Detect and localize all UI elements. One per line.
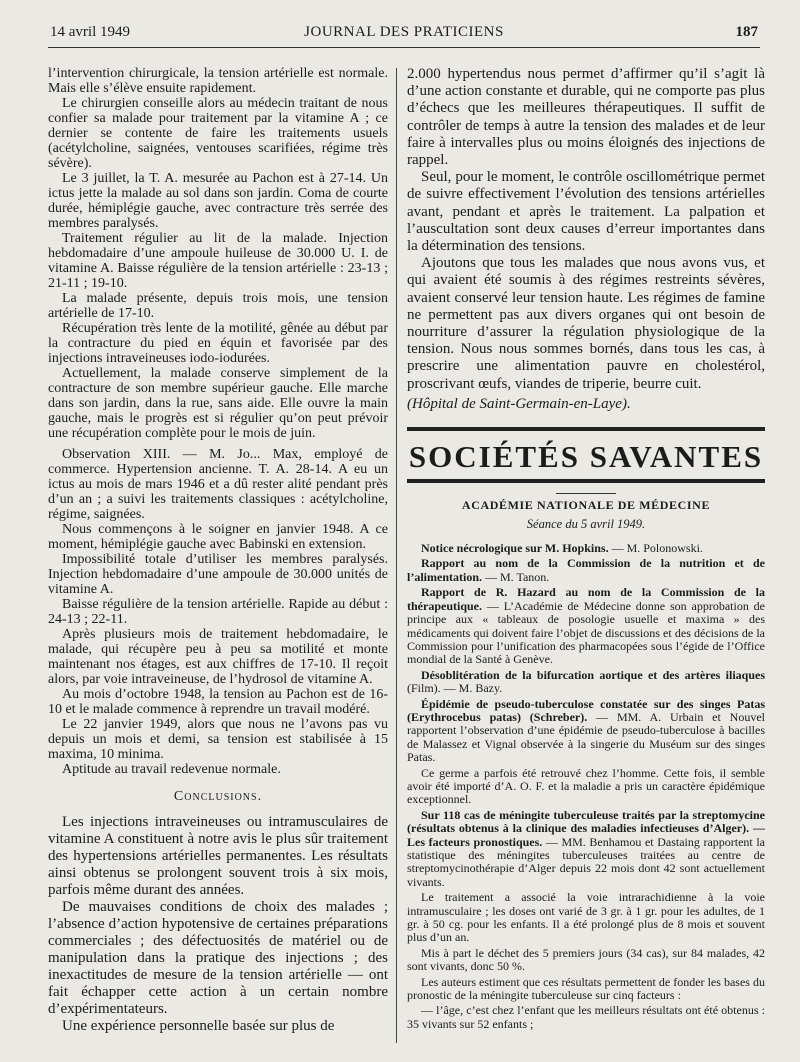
academy-heading: ACADÉMIE NATIONALE DE MÉDECINE	[461, 498, 711, 513]
column-divider	[396, 68, 397, 1043]
section-rule-top	[407, 427, 765, 431]
conclusion-paragraph: Une expérience personnelle basée sur plus de	[62, 1018, 335, 1034]
paragraph: Nous commençons à le soigner en janvier 1948. A ce moment, hémiplégie gauche avec Babinski en extension.	[48, 522, 388, 552]
paragraph: Traitement régulier au lit de la malade. Injection hebdomadaire d’une ampoule huileuse de 30.000 U. I. de vitamine A. Baisse régulière de la tension artérielle : 23-13 ; 21-11 ; 19-10.	[48, 231, 388, 291]
page-header	[50, 24, 758, 46]
session-item: Sur 118 cas de méningite tuberculeuse traités par la streptomycine (résultats obtenus à la clinique des maladies infectieuses d’Alger). — Les facteurs pronostiques. — MM. Benhamou et Dastaing rapportent la statistique des méningites tuberculeuses traitées au centre de streptomycinothérapie d’Alger depuis 22 mois dont 42 sont actuellement vivants.	[407, 807, 765, 889]
paragraph: Ajoutons que tous les malades que nous avons vus, et qui avaient été soumis à des régimes restreints sévères, avaient conservé leur tension haute. Les régimes de famine ne permettent pas aux divers organes qui ont besoin de nourriture d’assurer la régulation physiologique de la tension. Nous nous sommes bornés, dans tous les cas, à prescrire une alimentation pauvre en cholestérol, proscrivant œufs, viandes de triperie, beurre cuit.	[407, 255, 765, 392]
left-column	[48, 66, 388, 1035]
session-item: Les auteurs estiment que ces résultats permettent de fonder les bases du pronostic de la méningite tuberculeuse sur cinq facteurs :	[407, 974, 765, 1003]
session-item: Le traitement a associé la voie intrarachidienne à la voie intramusculaire ; les doses ont varié de 3 gr. à 1 gr. pour les adultes, de 1 gr. à 50 cg. pour les enfants. Il a été prolongé plus de 8 mois et souvent plus d’un an.	[407, 890, 765, 945]
session-date: Séance du 5 avril 1949.	[526, 517, 646, 532]
session-item: Épidémie de pseudo-tuberculose constatée sur des singes Patas (Erythrocebus patas) (Schreber). — MM. A. Urbain et Nouvel rapportent l’observation d’une épidémie de pseudo-tuberculose à bacilles de Malassez et Vignal observée à la singerie du Muséum sur des singes Patas.	[407, 696, 765, 765]
header-rule	[48, 47, 760, 48]
paragraph: Impossibilité totale d’utiliser les membres paralysés. Injection hebdomadaire d’une ampoule de 30.000 unités de vitamine A.	[48, 552, 388, 597]
session-item: Notice nécrologique sur M. Hopkins. — M. Polonowski.	[421, 541, 703, 556]
paragraph: Actuellement, la malade conserve simplement de la contracture de son membre supérieur gauche. Elle marche dans son jardin, dans la rue, sans aide. Elle ouvre la main gauche, mais le progrès est si régulier qu’on peut prévoir une récupération complète pour le mois de juin.	[48, 366, 388, 441]
conclusion-paragraph: Les injections intraveineuses ou intramusculaires de vitamine A constituent à notre avis le plus sûr traitement des hypertensions artérielles permanentes. Les résultats ainsi obtenus se prolongent souvent trois à six mois, parfois même durant des années.	[48, 814, 388, 898]
conclusion-paragraph: De mauvaises conditions de choix des malades ; l’absence d’action hypotensive de certaines préparations commerciales ; des défectuosités de matériel ou de manipulation dans la pratique des injections ; des inexactitudes de mesure de la tension artérielle — ont fait échapper cette action à un certain nombre d’expérimentateurs.	[48, 899, 388, 1017]
paragraph: Après plusieurs mois de traitement hebdomadaire, le malade, qui récupère peu à peu sa motilité et monte maintenant nos étages, est aux chiffres de 17-10. Il reçoit alors, par voie intraveineuse, de l’hydrosol de vitamine A.	[48, 627, 388, 687]
session-item: Rapport de R. Hazard au nom de la Commission de la thérapeutique. — L’Académie de Médecine donne son approbation de principe aux « tableaux de posologie usuelle et maxima » des médicaments qui doivent faire l’objet de discussions et des décisions de la Commission pour l’unification des pharmacopées sous l’égide de l’Office mondial de la Santé à Genève.	[407, 585, 765, 667]
paragraph: La malade présente, depuis trois mois, une tension artérielle de 17-10.	[48, 291, 388, 321]
issue-date: 14 avril 1949	[50, 24, 130, 40]
session-item: Mis à part le déchet des 5 premiers jours (34 cas), sur 84 malades, 42 sont vivants, donc 50 %.	[407, 945, 765, 974]
short-rule	[556, 493, 616, 494]
session-items	[407, 542, 765, 1031]
right-column	[407, 66, 765, 1033]
paragraph: Seul, pour le moment, le contrôle oscillométrique permet de suivre effectivement l’évolution des tensions artérielles avant, pendant et après le traitement. La palpation et l’auscultation sont deux causes d’erreur importantes dans la détermination des tensions.	[407, 169, 765, 255]
section-title: SOCIÉTÉS SAVANTES	[408, 439, 764, 475]
paragraph: 2.000 hypertendus nous permet d’affirmer qu’il s’agit là d’une action constante et durable, qui ne comporte pas plus d’échecs que les meilleures thérapeutiques. Il suffit de contrôler de temps à autre la tension des malades et de leur faire à intervalles plus ou moins éloignés des injections de rappel.	[407, 66, 765, 169]
paragraph: l’intervention chirurgicale, la tension artérielle est normale. Mais elle s’élève ensuite rapidement.	[48, 66, 388, 96]
paragraph: Aptitude au travail redevenue normale.	[62, 762, 281, 777]
article-signature: (Hôpital de Saint-Germain-en-Laye).	[407, 395, 631, 412]
conclusions-heading: Conclusions.	[173, 789, 263, 804]
session-item: Ce germe a parfois été retrouvé chez l’homme. Cette fois, il semble avoir été importé d’A. O. F. et la maladie a pris un caractère épidémique exceptionnel.	[407, 765, 765, 807]
observation-paragraph: Observation XIII. — M. Jo... Max, employé de commerce. Hypertension ancienne. T. A. 28-14. A eu un ictus au mois de mars 1946 et a dû rester alité pendant près d’un an ; a suivi les traitements classiques : acétylcholine, régime, saignées.	[48, 447, 388, 522]
paragraph: Récupération très lente de la motilité, gênée au début par la contracture du pied en équin et favorisée par des injections intraveineuses iodo-iodurées.	[48, 321, 388, 366]
paragraph: Baisse régulière de la tension artérielle. Rapide au début : 24-13 ; 22-11.	[48, 597, 388, 627]
page-number: 187	[735, 24, 758, 40]
session-item: — l’âge, c’est chez l’enfant que les meilleurs résultats ont été obtenus : 35 vivants sur 52 enfants ;	[407, 1003, 765, 1031]
session-item: Rapport au nom de la Commission de la nutrition et de l’alimentation. — M. Tanon.	[407, 556, 765, 584]
journal-title: JOURNAL DES PRATICIENS	[304, 24, 504, 40]
paragraph: Au mois d’octobre 1948, la tension au Pachon est de 16-10 et le malade commence à reprendre un travail modéré.	[48, 687, 388, 717]
paragraph: Le chirurgien conseille alors au médecin traitant de nous confier sa malade pour traitement par la vitamine A ; ce dernier se contente de faire les traitements usuels (acétylcholine, saignées, ventouses scarifiées, régime très sévère).	[48, 96, 388, 171]
session-item: Désoblitération de la bifurcation aortique et des artères iliaques (Film). — M. Bazy.	[407, 667, 765, 696]
paragraph: Le 22 janvier 1949, alors que nous ne l’avons pas vu depuis un mois et demi, sa tension est stabilisée à 15 maxima, 10 minima.	[48, 717, 388, 762]
article-continuation	[407, 66, 765, 413]
paragraph: Le 3 juillet, la T. A. mesurée au Pachon est à 27-14. Un ictus jette la malade au sol dans son jardin. Coma de courte durée, hémiplégie gauche, avec contracture très serrée des membres paralysés.	[48, 171, 388, 231]
section-rule-bottom	[407, 479, 765, 483]
